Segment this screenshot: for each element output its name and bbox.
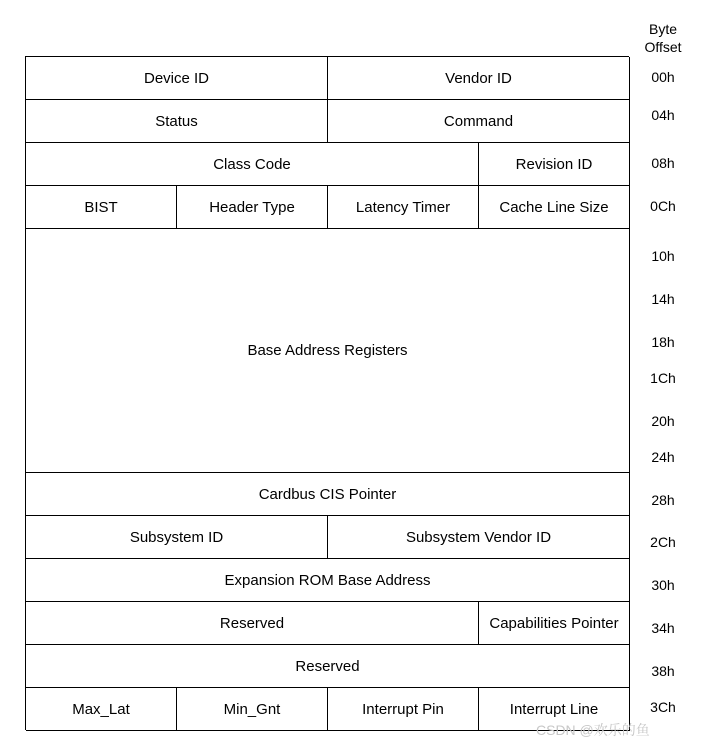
field-vendor-id bbox=[328, 57, 630, 100]
offset-label: Offset bbox=[644, 39, 682, 55]
field-label: Device ID bbox=[143, 69, 210, 87]
field-latency-timer bbox=[328, 186, 479, 229]
field-label: Reserved bbox=[219, 614, 285, 632]
field-label: Cache Line Size bbox=[499, 198, 609, 216]
field-bist bbox=[26, 186, 177, 229]
field-interrupt-pin bbox=[328, 688, 479, 731]
field-expansion-rom-base-address bbox=[26, 559, 630, 602]
field-label: Reserved bbox=[295, 657, 360, 675]
field-subsystem-vendor-id bbox=[328, 516, 630, 559]
field-label: Cardbus CIS Pointer bbox=[258, 485, 397, 503]
field-cardbus-cis-pointer bbox=[26, 473, 630, 516]
field-label: Subsystem Vendor ID bbox=[405, 528, 552, 546]
field-device-id bbox=[26, 57, 328, 100]
field-label: Expansion ROM Base Address bbox=[224, 571, 431, 589]
field-command bbox=[328, 100, 630, 143]
field-label: Base Address Registers bbox=[247, 342, 408, 359]
offset-label: 0Ch bbox=[650, 198, 676, 214]
field-max-lat bbox=[26, 688, 177, 731]
field-label: Interrupt Line bbox=[509, 700, 599, 718]
offset-label: 30h bbox=[651, 577, 675, 593]
field-label: Capabilities Pointer bbox=[489, 614, 619, 632]
field-label: Command bbox=[443, 112, 514, 130]
field-label: Max_Lat bbox=[72, 700, 130, 718]
field-label: Subsystem ID bbox=[129, 528, 224, 546]
field-label: Revision ID bbox=[515, 155, 593, 173]
offset-label: 10h bbox=[651, 248, 675, 264]
offset-label: 34h bbox=[651, 620, 675, 636]
field-subsystem-id bbox=[26, 516, 328, 559]
field-capabilities-pointer bbox=[479, 602, 630, 645]
watermark: CSDN @欢乐的鱼 bbox=[536, 722, 650, 738]
field-base-address-registers bbox=[26, 229, 630, 473]
field-label: Interrupt Pin bbox=[362, 700, 444, 718]
field-cache-line-size bbox=[479, 186, 630, 229]
field-min-gnt bbox=[177, 688, 328, 731]
offset-label: 38h bbox=[651, 663, 675, 679]
field-label: Latency Timer bbox=[355, 198, 451, 216]
field-revision-id bbox=[479, 143, 630, 186]
offset-label: 08h bbox=[651, 155, 675, 171]
offset-label: 1Ch bbox=[650, 370, 676, 386]
byte-offset-header bbox=[633, 20, 693, 56]
byte-label: Byte bbox=[648, 21, 677, 37]
field-class-code bbox=[26, 143, 479, 186]
offset-label: 24h bbox=[651, 449, 675, 465]
pci-config-header-table bbox=[25, 56, 629, 730]
field-reserved bbox=[26, 645, 630, 688]
offset-label: 00h bbox=[651, 69, 675, 85]
offset-label: 3Ch bbox=[650, 699, 676, 715]
offset-label: 2Ch bbox=[650, 534, 676, 550]
field-label: Vendor ID bbox=[445, 69, 512, 87]
offset-label: 14h bbox=[651, 291, 675, 307]
field-status bbox=[26, 100, 328, 143]
field-header-type bbox=[177, 186, 328, 229]
field-label: BIST bbox=[84, 198, 118, 216]
field-label: Min_Gnt bbox=[223, 700, 281, 718]
offset-label: 04h bbox=[651, 107, 675, 123]
offset-label: 20h bbox=[651, 413, 675, 429]
field-label: Header Type bbox=[209, 198, 295, 216]
field-label: Status bbox=[155, 112, 198, 130]
field-label: Class Code bbox=[213, 155, 291, 173]
field-reserved bbox=[26, 602, 479, 645]
offset-label: 28h bbox=[651, 492, 675, 508]
offset-label: 18h bbox=[651, 334, 675, 350]
